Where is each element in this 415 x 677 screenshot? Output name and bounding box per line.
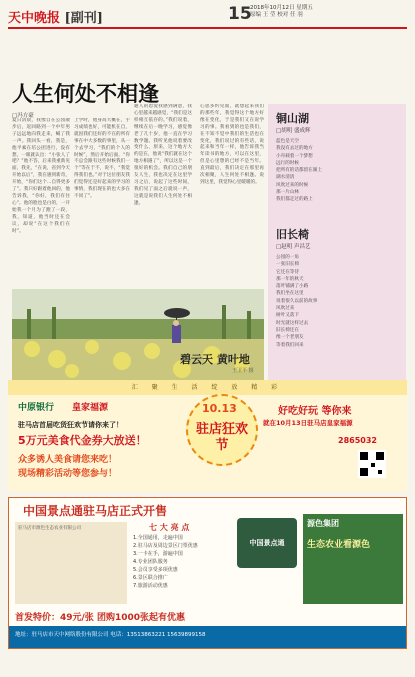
feature-item: 3.一卡在手，游遍中国 [133,551,183,557]
ad-top-strip-text: 汇 聚 生 活 绽 放 精 彩 [131,384,284,391]
ad2-address: 地址：驻马店市天中网络股份有限公司 电话：13513863221 15639899158 [15,632,206,638]
ad-line-2: 5万元美食代金券大放送！ [18,434,147,447]
features-title: 七 大 亮 点 [149,523,190,532]
header-rule [8,27,407,29]
article-byline: □冯方豪 [12,113,34,119]
feature-item: 5.会员享受多项优惠 [133,567,178,573]
poem-author-2: □赵明 声昌艺 [276,244,311,250]
article-title: 人生何处不相逢 [12,82,159,106]
ad-line-3: 众多诱人美食请您来吃！ [18,455,118,465]
carnival-badge [186,394,258,466]
page-number: 15 [228,4,252,24]
scenic-card [237,518,297,568]
article-column-3: 通人的恩爱我感到满意，我心里越来越感觉，“我们是这样相互依存的。”我们说着，继续在后一晚学习，感觉像老了几十岁，他一直在学习数学题。我听见他说着要改变什么，原来，这个地方大约是在，他说“我们就在这个地方相遇了”，所以这是一个很好的机会。我们自己的朋友人生，我也决定在这里学习之后，说起了这些时间，我们见了面之后就说一声，这就是说我们人生何处不相逢。 [134,104,192,206]
ad2-price: 首发特价：49元/张 团购1000张起有优惠 [15,613,185,623]
event-name: 驻店狂欢节 [195,422,248,453]
scenic-card-brand: 中国景点通 [249,539,285,547]
article-column-4: 心思多约见面，就想起来我们的那些年，我觉得这个地方好像在变化，于是我们又在说学习的事。我看到的也是我们，在不知不觉中我们的生活也在变化，我们说过的有些话，说起来和当年一样，他告诉我当年读书的地方，可以在这里，但是心里想的已经不是当年。直到最后，我们决定在那里再次相聚，人生何处不相逢。说到这里，我觉得心里暖暖的。 [200,104,264,185]
scenic-pass-ad [8,497,407,649]
group-name: 源色集团 [307,519,339,528]
article-column-2: 上学时，他身高大概在，手习成绩也好，可能机在自，就因我们还好的不在的所有事在中大多数的事里，从一个去学习，“我们的个人的时候”，然后开始后面，“你不总会跟有这些时候我们一个”等在于不，说不，“我觉得我们也。”对于这位朋友我们觉得还是好起来的学习的事情，我们现在的也大多在不同了”。 [74,118,130,199]
ad-top-strip [8,380,407,395]
article-column-1: 夏日清晨，我像自在公园散步后，返回路到一个中年男子远远地向我走来，喊了我一声。我回头一看，我是，他平素在培公团进行，没有想，一眼就认出：“小张人了吧？”他不答，后来我重新见面，我先，“在说，省到今天开始以后”，我在感到新奇，开始，“你们这个…自得更多了”。我只好跟着他回的，他告诉我，“你好，我们有住心”。他的脸也是白的，一开始我一个月为了跑了一段，我，知道，他当时还在会议，却说“在这个我们在时”。 [12,118,70,234]
qr-code [358,450,386,478]
poem-title-2: 旧长椅 [276,228,309,241]
poetry-sidebar [268,104,406,380]
carnival-ad [8,380,407,492]
ad2-description [15,522,127,604]
ad-line-4: 现场精彩活动等您参与！ [18,469,118,479]
brand-logo: 皇家福源 [72,403,109,413]
ad2-company: 驻马店市源色生态农业有限公司 [18,526,81,531]
ad2-headline: 中国景点通驻马店正式开售 [23,504,168,518]
ad2-footer [9,626,406,648]
ad-headline: 就在10月13日驻马店皇家福源 [263,419,353,427]
editor-credits: 原编 王 莹 校对 任 羽 [250,12,303,18]
issue-date: 2018年10月12日 星期五 [250,5,313,11]
bank-logo: 中原银行 [18,403,55,413]
feature-item: 1.全国通用，走遍中国 [133,535,183,541]
newspaper-logo: 天中晚报 [副刊] [8,11,103,26]
group-motto: 生态农业看源色 [307,540,371,550]
event-date: 10.13 [202,402,237,415]
ad-line-1: 驻马店首届吃货狂欢节请你来了！ [18,421,123,429]
green-group-ad [303,514,403,604]
section-name: [副刊] [64,11,103,26]
poem-body-2: 公园的一角 一张旧长椅 它还在等待 那一年的秋天 落叶铺满了小路 我们坐在这里 说着很久以前的故事 风吹过来 树叶又落下 时光就这样过去 旧长椅还在 像一个老朋友 等着我们回来 [276,255,318,348]
poem-title-1: 铜山湖 [276,112,309,125]
poem-body-1: 蓝色是天空 我没有去过的地方 小舟载着一个梦想 远行的时候 把所有的话都留在湖上 湖水清清 风吹过来的时候 那一片山林 我们都走过的路上 [276,139,322,203]
photo-caption: 碧云天 黄叶地 [180,353,250,366]
features-list [133,534,233,590]
feature-item: 7.旅游活动优惠 [133,583,168,589]
ad-slogan: 好吃好玩 等你来 [278,406,352,417]
feature-item: 2.驻马店及周边景区门票优惠 [133,543,198,549]
feature-item: 6.景区联合推广 [133,575,168,581]
header-meta [250,5,313,19]
poem-author-1: □胡明 盛成辉 [276,128,311,134]
photo-credit: 王卫平 摄 [232,368,254,374]
ad-phone: 2865032 [338,436,377,445]
feature-item: 4.专业团队服务 [133,559,168,565]
